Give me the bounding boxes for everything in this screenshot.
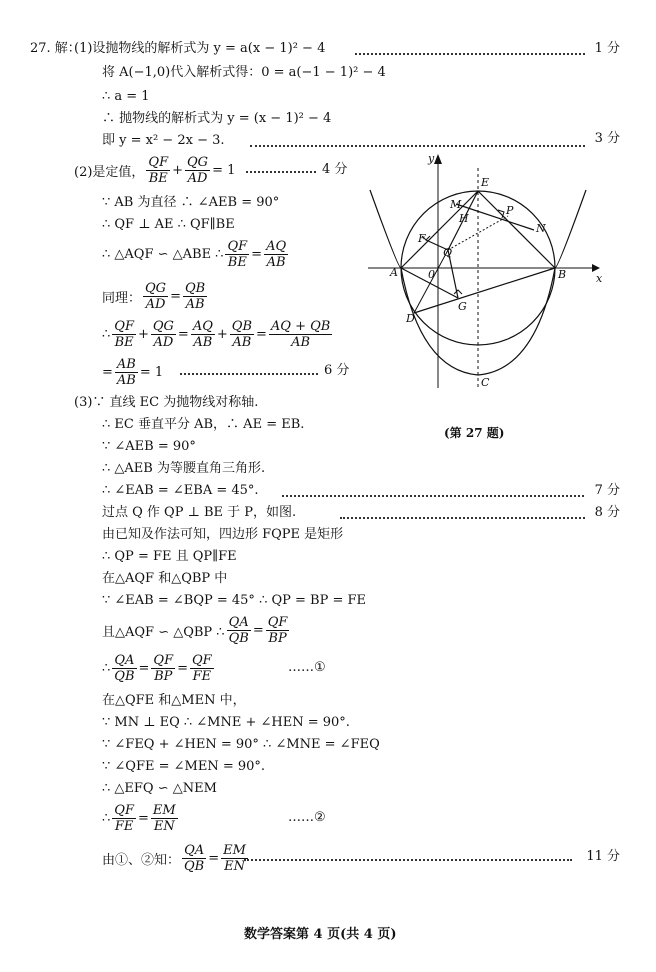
label-c: C xyxy=(481,376,490,389)
label-e: E xyxy=(481,176,490,189)
fraction: $\frac{QB}{AB}$ xyxy=(184,280,206,312)
part3-line16: ∵ ∠QFE = ∠MEN = 90°. xyxy=(102,759,266,774)
part2-line6: ∴ $\frac{QF}{BE}$ + $\frac{QG}{AD}$ = $\frac{AQ}{AB}$ + $\frac{QB}{AB}$ = $\frac{AQ + QB}{AB}$ xyxy=(102,318,331,350)
score-mark: 11 分 xyxy=(586,849,620,864)
part3-line10: ∵ ∠EAB = ∠BQP = 45° ∴ QP = BP = FE xyxy=(102,593,366,608)
label-h: H xyxy=(459,212,469,225)
fraction: $\frac{EM}{EN}$ xyxy=(223,842,246,874)
fraction: $\frac{QA}{QB}$ xyxy=(184,842,205,874)
part1-line1: (1)设抛物线的解析式为 y = a(x − 1)² − 4 xyxy=(74,41,326,56)
part3-line18: ∴ $\frac{QF}{FE}$ = $\frac{EM}{EN}$ xyxy=(102,802,176,834)
fraction: $\frac{QF}{BP}$ xyxy=(267,614,288,646)
score-mark: 6 分 xyxy=(324,363,350,378)
score-mark: 4 分 xyxy=(322,162,348,177)
label-b: B xyxy=(558,268,567,281)
segment-ae xyxy=(401,191,478,268)
leader-dots xyxy=(244,858,572,861)
fraction: $\frac{EM}{EN}$ xyxy=(152,802,176,834)
x-axis-arrow xyxy=(592,264,600,272)
part3-line5: ∴ ∠EAB = ∠EBA = 45°. xyxy=(102,483,259,498)
part2-line4: ∴ △AQF ∽ △ABE ∴ $\frac{QF}{BE}$ = $\frac{AQ}{AB}$ xyxy=(102,238,287,270)
part3-line15: ∵ ∠FEQ + ∠HEN = 90° ∴ ∠MNE = ∠FEQ xyxy=(102,737,380,752)
part3-line13: 在△QFE 和△MEN 中， xyxy=(102,693,246,708)
label-q: Q xyxy=(443,246,453,259)
equation-mark-1: ……① xyxy=(288,660,326,675)
leader-dots xyxy=(340,516,585,519)
part1-line5: 即 y = x² − 2x − 3. xyxy=(102,133,225,148)
score-mark: 8 分 xyxy=(594,505,620,520)
leader-dots xyxy=(282,494,584,497)
fraction: $\frac{QG}{AD}$ xyxy=(187,154,209,186)
part3-line2: ∴ EC 垂直平分 AB，∴ AE = EB. xyxy=(102,417,305,432)
label-d: D xyxy=(406,312,415,325)
problem-number: 27. 解： xyxy=(30,41,81,56)
fraction: $\frac{AQ}{AB}$ xyxy=(192,318,213,350)
part3-line1: (3)∵ 直线 EC 为抛物线对称轴. xyxy=(74,395,259,410)
part3-line7: 由已知及作法可知，四边形 FQPE 是矩形 xyxy=(102,527,344,542)
fraction: $\frac{AQ + QB}{AB}$ xyxy=(270,318,331,350)
fraction: $\frac{QG}{AD}$ xyxy=(152,318,174,350)
label-x: x xyxy=(596,272,603,285)
fraction: $\frac{QF}{BP}$ xyxy=(153,652,174,684)
score-mark: 7 分 xyxy=(594,483,620,498)
part2-line3: ∴ QF ⊥ AE ∴ QF∥BE xyxy=(102,217,235,232)
part2-line1: (2)是定值， $\frac{QF}{BE}$ + $\frac{QG}{AD}$ = 1 xyxy=(74,154,236,186)
part3-line6: 过点 Q 作 QP ⊥ BE 于 P，如图. xyxy=(102,505,297,520)
y-axis-arrow xyxy=(434,154,442,164)
label-n: N xyxy=(536,222,546,235)
part1-line3: ∴ a = 1 xyxy=(102,89,150,104)
geometry-figure xyxy=(360,150,610,400)
label-y: y xyxy=(428,152,435,165)
fraction: $\frac{AQ}{AB}$ xyxy=(266,238,287,270)
label-g: G xyxy=(458,300,467,313)
fraction: $\frac{QA}{QB}$ xyxy=(114,652,135,684)
leader-dots xyxy=(246,170,316,173)
score-mark: 3 分 xyxy=(594,131,620,146)
page-footer: 数学答案第 4 页(共 4 页) xyxy=(244,927,397,942)
fraction: $\frac{QF}{BE}$ xyxy=(114,318,134,350)
part3-line17: ∴ △EFQ ∽ △NEM xyxy=(102,781,217,796)
leader-dots xyxy=(355,52,585,55)
fraction: $\frac{QF}{FE}$ xyxy=(114,802,134,834)
label-p: P xyxy=(506,204,514,217)
fraction: $\frac{QF}{BE}$ xyxy=(227,238,248,270)
part3-line9: 在△AQF 和△QBP 中 xyxy=(102,571,228,586)
fraction: $\frac{QF}{FE}$ xyxy=(192,652,212,684)
part2-line5: 同理： $\frac{QG}{AD}$ = $\frac{QB}{AB}$ xyxy=(102,280,206,312)
fraction: $\frac{AB}{AB}$ xyxy=(116,356,136,388)
fraction: $\frac{QA}{QB}$ xyxy=(228,614,249,646)
label-f: F xyxy=(418,232,426,245)
label-o: 0 xyxy=(428,268,435,281)
fraction: $\frac{QF}{BE}$ xyxy=(148,154,169,186)
part3-line12: ∴ $\frac{QA}{QB}$ = $\frac{QF}{BP}$ = $\frac{QF}{FE}$ xyxy=(102,652,212,684)
leader-dots xyxy=(250,144,585,147)
part3-line8: ∴ QP = FE 且 QP∥FE xyxy=(102,549,237,564)
part2-line7: = $\frac{AB}{AB}$ = 1 xyxy=(102,356,164,388)
part3-line14: ∵ MN ⊥ EQ ∴ ∠MNE + ∠HEN = 90°. xyxy=(102,715,350,730)
part1-line4: ∴ 抛物线的解析式为 y = (x − 1)² − 4 xyxy=(102,111,332,126)
fraction: $\frac{QB}{AB}$ xyxy=(231,318,252,350)
part2-line2: ∵ AB 为直径 ∴ ∠AEB = 90° xyxy=(102,195,280,210)
figure-caption: (第 27 题) xyxy=(444,426,505,440)
part3-line3: ∵ ∠AEB = 90° xyxy=(102,439,196,454)
right-angle-g xyxy=(454,290,462,294)
label-a: A xyxy=(390,266,398,279)
score-mark: 1 分 xyxy=(594,41,620,56)
part3-line4: ∴ △AEB 为等腰直角三角形. xyxy=(102,461,266,476)
label-m: M xyxy=(450,198,462,211)
equation-mark-2: ……② xyxy=(288,810,326,825)
part3-line11: 且△AQF ∽ △QBP ∴ $\frac{QA}{QB}$ = $\frac{QF}{BP}$ xyxy=(102,614,288,646)
leader-dots xyxy=(180,372,318,375)
part1-line2: 将 A(−1,0)代入解析式得：0 = a(−1 − 1)² − 4 xyxy=(102,65,386,80)
part3-line19: 由①、②知： $\frac{QA}{QB}$ = $\frac{EM}{EN}$ xyxy=(102,842,246,874)
fraction: $\frac{QG}{AD}$ xyxy=(145,280,167,312)
